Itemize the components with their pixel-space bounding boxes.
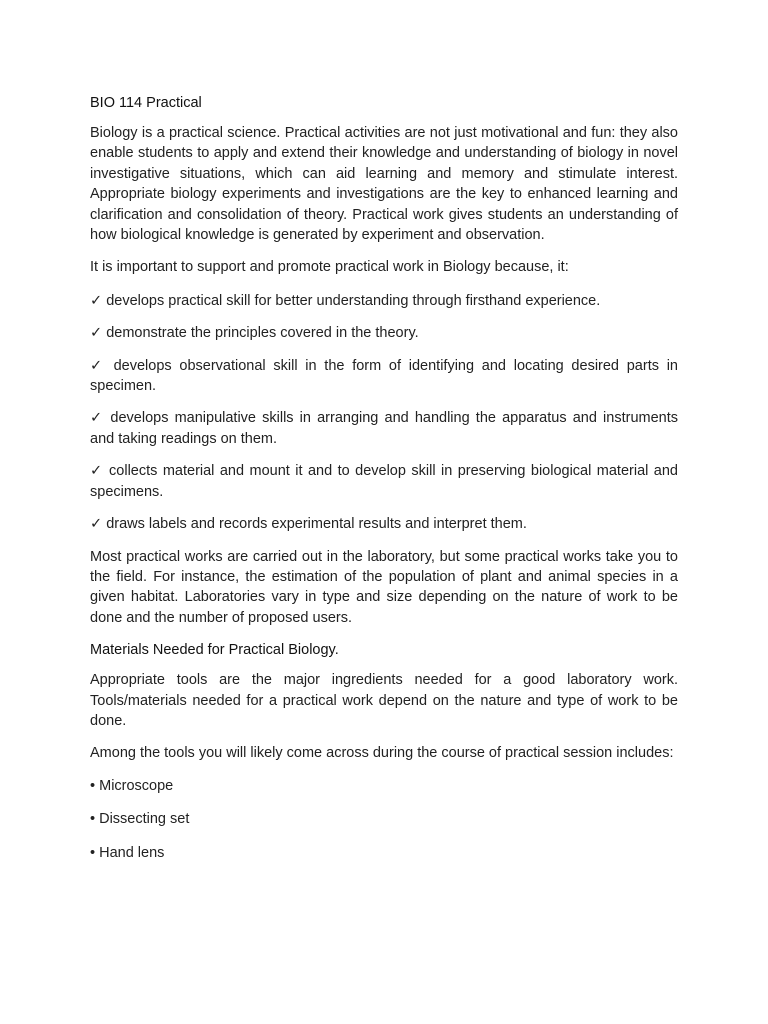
checklist-item	[90, 408, 678, 449]
importance-intro: It is important to support and promote practical work in Biology because, it:	[90, 259, 569, 276]
checkmark-icon: ✓	[90, 357, 106, 374]
checklist-item-text: develops observational skill in the form of identifying and locating desired parts in specimen.	[90, 357, 678, 395]
bullet-icon: •	[90, 844, 96, 861]
materials-heading: Materials Needed for Practical Biology.	[90, 642, 339, 659]
checklist-item-text: develops manipulative skills in arranging and handling the apparatus and instruments and taking readings on them.	[90, 410, 678, 447]
tools-list	[90, 776, 678, 863]
tool-name: Dissecting set	[99, 811, 190, 828]
checklist-item	[90, 461, 678, 502]
checkmark-icon: ✓	[90, 410, 105, 427]
checkmark-icon: ✓	[90, 325, 103, 342]
document-title: BIO 114 Practical	[90, 95, 202, 111]
bullet-icon: •	[90, 811, 96, 828]
tool-name: Microscope	[99, 777, 174, 794]
checklist-item-text: draws labels and records experimental results and interpret them.	[106, 516, 527, 533]
checklist-item	[90, 356, 678, 397]
checkmark-icon: ✓	[90, 292, 103, 309]
tool-name: Hand lens	[99, 844, 165, 861]
checklist-item	[90, 291, 678, 311]
checklist-item-text: demonstrate the principles covered in the theory.	[106, 325, 419, 342]
laboratory-paragraph: Most practical works are carried out in the laboratory, but some practical works take you to the field. For instance, the estimation of the population of plant and animal species in a given habitat. Laboratories vary in type and size depending on the nature of work to be done and the number of proposed users.	[90, 548, 678, 626]
tools-paragraph: Appropriate tools are the major ingredients needed for a good laboratory work. Tools/materials needed for a practical work depend on the nature and type of work to be done.	[90, 672, 678, 729]
list-item	[90, 809, 678, 829]
checklist-item-text: collects material and mount it and to develop skill in preserving biological material and specimens.	[90, 463, 678, 500]
tools-intro: Among the tools you will likely come across during the course of practical session includes:	[90, 745, 674, 762]
bullet-icon: •	[90, 777, 96, 794]
list-item	[90, 776, 678, 796]
checklist-item	[90, 514, 678, 534]
intro-paragraph: Biology is a practical science. Practical activities are not just motivational and fun: they also enable students to apply and extend their knowledge and understanding of biology in novel investigative situations, which can aid learning and memory and stimulate interest. Appropriate biology experiments and investigations are the key to enhanced learning and clarification and consolidation of theory. Practical work gives students an understanding of how biological knowledge is generated by experiment and observation.	[90, 125, 678, 244]
importance-checklist	[90, 291, 678, 535]
list-item	[90, 843, 678, 863]
checklist-item-text: develops practical skill for better understanding through firsthand experience.	[106, 292, 601, 309]
checkmark-icon: ✓	[90, 516, 103, 533]
checklist-item	[90, 323, 678, 343]
checkmark-icon: ✓	[90, 463, 104, 480]
